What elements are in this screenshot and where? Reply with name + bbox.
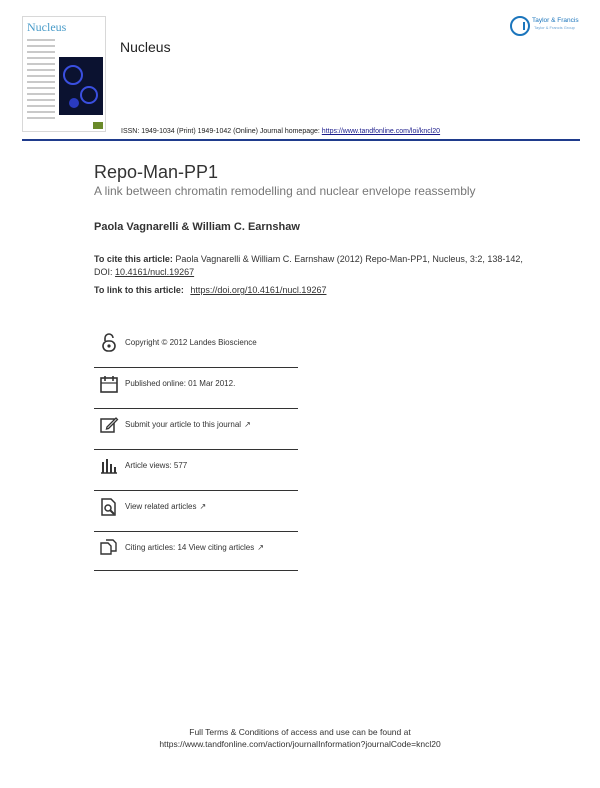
issn-text: ISSN: 1949-1034 (Print) 1949-1042 (Online) Journal homepage:: [121, 128, 320, 135]
cover-micrograph: [59, 57, 103, 115]
external-link-icon: ↗: [199, 502, 207, 511]
cover-text-lines: [27, 39, 55, 123]
submit-article-link[interactable]: Submit your article to this journal ↗: [125, 420, 251, 429]
journal-homepage-link[interactable]: https://www.tandfonline.com/loi/kncl20: [321, 128, 441, 135]
bar-chart-icon: [99, 456, 119, 476]
article-subtitle: A link between chromatin remodelling and nuclear envelope reassembly: [94, 184, 476, 198]
calendar-icon: [99, 374, 119, 394]
list-divider: [94, 367, 298, 368]
journal-name: Nucleus: [120, 39, 171, 55]
list-divider: [94, 490, 298, 491]
list-divider: [94, 531, 298, 532]
article-authors: Paola Vagnarelli & William C. Earnshaw: [94, 221, 300, 233]
citing-articles-icon: [99, 538, 119, 558]
doi-link[interactable]: 10.4161/nucl.19267: [115, 267, 195, 277]
issn-line: [121, 128, 440, 135]
publisher-logo-icon: [510, 16, 530, 36]
list-divider: [94, 449, 298, 450]
list-divider: [94, 570, 298, 571]
copyright-label: Copyright © 2012 Landes Bioscience: [125, 338, 257, 347]
article-url-link[interactable]: https://doi.org/10.4161/nucl.19267: [190, 285, 327, 295]
article-views-label: Article views: 577: [125, 461, 188, 470]
published-label: Published online: 01 Mar 2012.: [125, 379, 236, 388]
citation: [94, 253, 534, 279]
open-access-lock-icon: [99, 333, 119, 353]
publisher-logo[interactable]: [510, 14, 582, 40]
publisher-logo-text: Taylor & Francis: [532, 17, 579, 24]
citing-articles-item[interactable]: [94, 538, 298, 578]
journal-cover-thumbnail: [22, 16, 106, 132]
footer-terms-text: Full Terms & Conditions of access and use can be found at: [189, 727, 411, 737]
list-divider: [94, 408, 298, 409]
article-link-line: [94, 285, 326, 295]
cover-badge: [93, 122, 103, 129]
cite-label: To cite this article:: [94, 254, 173, 264]
article-title: Repo-Man-PP1: [94, 162, 219, 182]
cite-text: Paola Vagnarelli & William C. Earnshaw (2012) Repo-Man-PP1, Nucleus, 3:2, 138-142, DOI:: [94, 254, 523, 277]
link-label: To link to this article:: [94, 285, 184, 295]
footer: [0, 726, 600, 750]
related-articles-link[interactable]: View related articles ↗: [125, 502, 207, 511]
citing-articles-link[interactable]: Citing articles: 14 View citing articles ↗: [125, 543, 264, 552]
search-document-icon: [99, 497, 119, 517]
cover-title: Nucleus: [27, 20, 67, 34]
publisher-logo-sub: Taylor & Francis Group: [534, 25, 575, 30]
external-link-icon: ↗: [244, 420, 251, 429]
external-link-icon: ↗: [257, 543, 264, 552]
edit-icon: [99, 415, 119, 435]
header-divider: [22, 139, 580, 141]
footer-terms-link[interactable]: https://www.tandfonline.com/action/journalInformation?journalCode=kncl20: [159, 739, 441, 749]
